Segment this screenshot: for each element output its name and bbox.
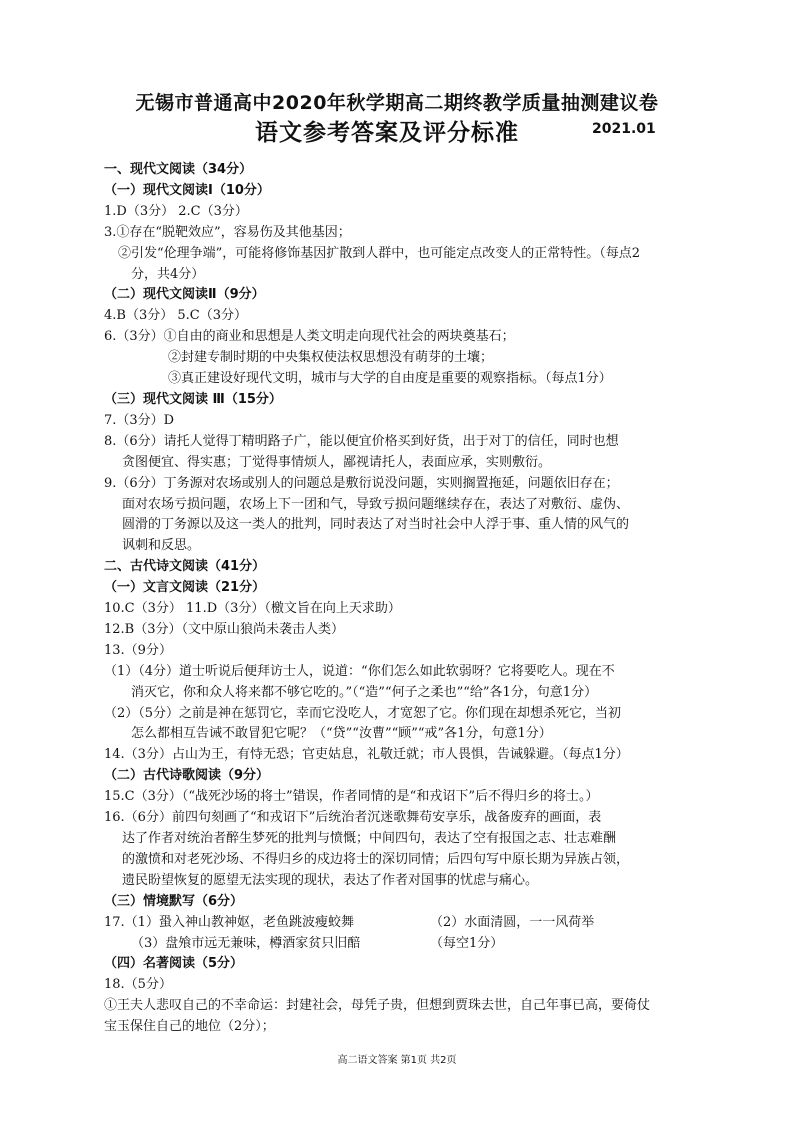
q17-row-1 (104, 913, 704, 934)
answer-line: 遗民盼望恢复的愿望无法实现的现状，表达了作者对国事的忧虑与痛心。 (122, 872, 539, 888)
answer-line: 13.（9分） (104, 642, 172, 658)
section-heading: （四）名著阅读（5分） (104, 956, 244, 972)
section-heading: 二、古代诗文阅读（41分） (104, 559, 266, 575)
answer-line: 贪图便宜、得实惠；丁觉得事情烦人，鄙视请托人，表面应承，实则敷衍。 (122, 454, 552, 470)
section-heading: （三）情境默写（6分） (104, 893, 244, 909)
document-date: 2021.01 (592, 121, 656, 137)
section-heading: （三）现代文阅读 Ⅲ（15分） (104, 391, 282, 407)
answer-line: 16.（6分）前四句刻画了“和戎诏下”后统治者沉迷歌舞苟安享乐，战备废弃的画面，表 (104, 810, 602, 826)
document-title: 无锡市普通高中2020年秋学期高二期终教学质量抽测建议卷 (135, 92, 659, 114)
answer-line: 圆滑的丁务源以及这一类人的批判，同时表达了对当时社会中人浮于事、重人情的风气的 (122, 517, 630, 533)
q17-answer-3: （3）盘飧市远无兼味，樽酒家贫只旧醅 (131, 935, 361, 951)
answer-line: 3.①存在“脱靶效应”，容易伤及其他基因； (104, 224, 351, 240)
answer-line: 7.（3分）D (104, 412, 175, 428)
answer-body (104, 160, 704, 1038)
answer-line: 18.（5分） (104, 977, 172, 993)
answer-line: 达了作者对统治者醉生梦死的批判与愤慨；中间四句，表达了空有报国之志、壮志难酬 (122, 831, 617, 846)
answer-line: 4.B（3分） 5.C（3分） (104, 308, 247, 324)
section-heading: （一）现代文阅读Ⅰ（10分） (104, 182, 270, 198)
q17-answer-1: 17.（1）蛩入神山教神妪，老鱼跳波瘦蛟舞 (104, 914, 354, 930)
answer-line: 的激愤和对老死沙场、不得归乡的戍边将士的深切同情；后四句写中原长期为异族占领， (122, 851, 630, 867)
answer-line: ②封建专制时期的中央集权使法权思想没有萌芽的土壤； (168, 350, 494, 366)
answer-line: （1）（4分）道士听说后便拜访士人，说道：“你们怎么如此软弱呀？它将要吃人。现在不 (104, 663, 615, 679)
document-subtitle: 语文参考答案及评分标准 (255, 120, 519, 146)
q17-answer-2: （2）水面清圆，一一风荷举 (430, 914, 595, 930)
answer-lines-part2 (104, 954, 704, 1038)
answer-line: 分，共4分） (131, 266, 205, 282)
answer-line: （2）（5分）之前是神在惩罚它，幸而它没吃人，才宽恕了它。你们现在却想杀死它，当初 (104, 705, 622, 721)
answer-line: 面对农场亏损问题，农场上下一团和气，导致亏损问题继续存在，表达了对敷衍、虚伪、 (122, 496, 630, 512)
answer-line: 消灭它，你和众人将来都不够它吃的。”（“造”“何子之柔也”“给”各1分，句意1分） (131, 684, 598, 700)
answer-line: 讽刺和反思。 (122, 538, 201, 554)
answer-line: ③真正建设好现代文明，城市与大学的自由度是重要的观察指标。（每点1分） (168, 371, 612, 387)
answer-line: 10.C（3分） 11.D（3分）（檄文旨在向上天求助） (104, 601, 401, 617)
section-heading: （二）古代诗歌阅读（9分） (104, 768, 270, 784)
answer-lines-part1 (104, 160, 704, 913)
section-heading: （二）现代文阅读Ⅱ（9分） (104, 287, 265, 303)
answer-line: ①王夫人悲叹自己的不幸命运：封建社会，母凭子贵，但想到贾珠去世，自己年事已高，要倚仗 (104, 998, 651, 1014)
answer-line: 6.（3分）①自由的商业和思想是人类文明走向现代社会的两块奠基石； (104, 329, 515, 345)
answer-line: 12.B（3分）（文中原山狼尚未袭击人类） (104, 621, 344, 637)
answer-line: 怎么都相互告诫不敢冒犯它呢？（“贷”“汝曹”“顾”“戒”各1分，句意1分） (131, 726, 552, 742)
section-heading: 一、现代文阅读（34分） (104, 162, 253, 177)
section-heading: （一）文言文阅读（21分） (104, 580, 266, 596)
answer-line: 宝玉保住自己的地位（2分）； (104, 1019, 275, 1035)
answer-line: 9.（6分）丁务源对农场或别人的问题总是敷衍说没问题，实则搁置拖延，问题依旧存在； (104, 475, 619, 491)
answer-line: 1.D（3分） 2.C（3分） (104, 203, 248, 219)
q17-row-2 (104, 934, 704, 955)
answer-line: 15.C（3分）（“战死沙场的将士”错误，作者同情的是“和戎诏下”后不得归乡的将士。） (104, 789, 599, 805)
q17-score-note: （每空1分） (430, 935, 504, 951)
page-footer: 高二语文答案 第1页 共2页 (337, 1055, 457, 1066)
answer-line: 14.（3分）占山为王，有恃无恐；官吏姑息，礼敬迁就；市人畏惧，告诫躲避。（每点1分） (104, 747, 629, 763)
answer-line: 8.（6分）请托人觉得丁精明路子广，能以便宜价格买到好货，出于对丁的信任，同时也想 (104, 433, 619, 449)
answer-line: ②引发“伦理争端”，可能将修饰基因扩散到人群中，也可能定点改变人的正常特性。（每点2 (118, 245, 641, 261)
